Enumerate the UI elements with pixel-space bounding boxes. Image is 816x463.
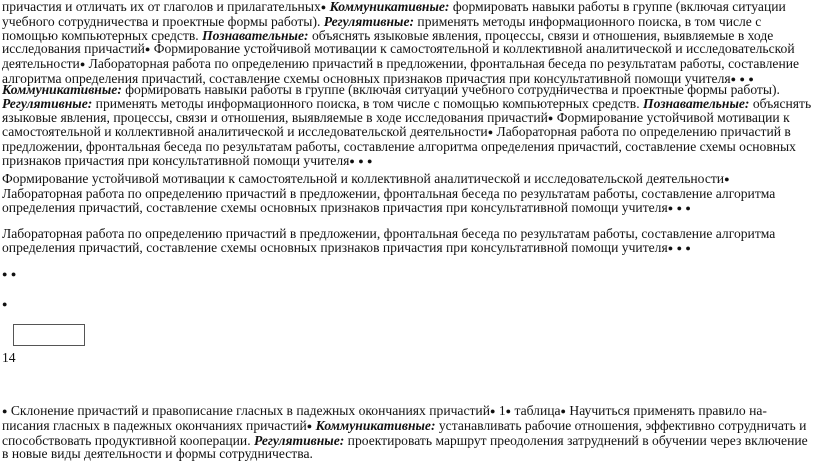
text-segment: применять методы информационного поиска, в том числе с помощью компьютерных средств. bbox=[92, 95, 643, 111]
bullet-icon bbox=[307, 418, 312, 433]
bullet-icon bbox=[724, 171, 729, 186]
text-segment: таблица bbox=[511, 403, 561, 418]
text-segment: причастия и отличать их от глаголов и прилагательных bbox=[2, 0, 321, 14]
bullet-icon bbox=[321, 0, 326, 14]
paragraph-2 bbox=[2, 83, 812, 169]
bullet-icon bbox=[668, 200, 673, 215]
text-segment: проектировать маршрут преодоления затруднений в обучении через включение в новые виды деятельности и формы сотрудничества. bbox=[2, 432, 808, 462]
bullet-row bbox=[2, 267, 812, 282]
empty-box bbox=[13, 324, 85, 346]
text-segment: объяснять языковые явления, процессы, связи и отношения, выявляемые в ходе исследования причастий bbox=[2, 27, 774, 57]
text-segment: Формирование устойчивой мотивации к самостоятельной и коллективной аналитической и исследовательской деятельности bbox=[2, 41, 795, 72]
label-communicative: Коммуникативные: bbox=[2, 82, 122, 97]
paragraph-1 bbox=[2, 0, 812, 87]
text-segment: устанавливать рабочие отношения, эффективно сотрудничать и способствовать продуктивной кооперации. bbox=[2, 417, 807, 448]
text-segment: Формирование устойчивой мотивации к самостоятельной и коллективной аналитической и исследовательской деятельности bbox=[2, 109, 790, 140]
text-segment: Лабораторная работа по определению причастий в предложении, фронтальная беседа по результатам работы, составление алгоритма определения причастий, составление схемы основных признаков причастия при консультативной помощи учителя bbox=[2, 56, 800, 86]
bullet-icon bbox=[677, 200, 682, 215]
text-segment: Научиться применять правило на-писания гласных в падежных окончаниях причастий bbox=[2, 403, 767, 433]
paragraph-3 bbox=[2, 172, 812, 215]
label-regulative: Регулятивные: bbox=[2, 95, 93, 111]
text-segment: Склонение причастий и правописание гласных в падежных окончаниях причастий bbox=[7, 403, 490, 418]
paragraph-4 bbox=[2, 227, 812, 256]
bullet-icon bbox=[685, 200, 690, 215]
text-segment: Формирование устойчивой мотивации к самостоятельной и коллективной аналитической и исследовательской деятельности bbox=[2, 171, 725, 186]
page-number: 14 bbox=[2, 350, 16, 365]
text-segment: формировать навыки работы в группе (включая ситуации учебного сотрудничества и проектные формы работы). bbox=[121, 82, 780, 97]
label-communicative: Коммуникативные: bbox=[329, 0, 450, 14]
bullet-icon bbox=[358, 153, 363, 168]
text-segment: Лабораторная работа по определению причастий в предложении, фронтальная беседа по результатам работы, составление алгоритма определения причастий, составление схемы основных признаков причастия при консультативной помощи учителя bbox=[2, 124, 796, 168]
bullet-icon bbox=[2, 296, 7, 311]
bullet-icon bbox=[668, 240, 673, 255]
label-regulative: Регулятивные: bbox=[323, 13, 415, 29]
text-segment: объяснять языковые явления, процессы, связи и отношения, выявляемые в ходе исследования причастий bbox=[2, 95, 812, 125]
bullet-icon bbox=[677, 240, 682, 255]
label-cognitive: Познавательные: bbox=[202, 27, 309, 43]
label-regulative: Регулятивные: bbox=[254, 432, 345, 448]
bullet-icon bbox=[349, 153, 354, 168]
bullet-icon bbox=[685, 240, 690, 255]
bullet-icon bbox=[367, 153, 372, 168]
label-cognitive: Познавательные: bbox=[643, 95, 750, 111]
text-segment: формировать навыки работы в группе (включая ситуации учебного сотрудничества и проектные формы работы). bbox=[2, 0, 786, 29]
text-segment: 1 bbox=[495, 403, 506, 418]
text-segment: применять методы информационного поиска, в том числе с помощью компьютерных средств. bbox=[2, 13, 762, 43]
text-segment: Лабораторная работа по определению причастий в предложении, фронтальная беседа по результатам работы, составление алгоритма определения причастий, составление схемы основных признаков причастия при консультативной помощи учителя bbox=[2, 226, 776, 255]
paragraph-lesson-row bbox=[2, 404, 812, 461]
bullet-icon bbox=[2, 266, 7, 281]
label-communicative: Коммуникативные: bbox=[315, 417, 436, 433]
bullet-icon bbox=[11, 266, 16, 281]
bullet-row bbox=[2, 297, 812, 312]
text-segment: Лабораторная работа по определению причастий в предложении, фронтальная беседа по результатам работы, составление алгоритма определения причастий, составление схемы основных признаков причастия при консультативной помощи учителя bbox=[2, 185, 776, 215]
